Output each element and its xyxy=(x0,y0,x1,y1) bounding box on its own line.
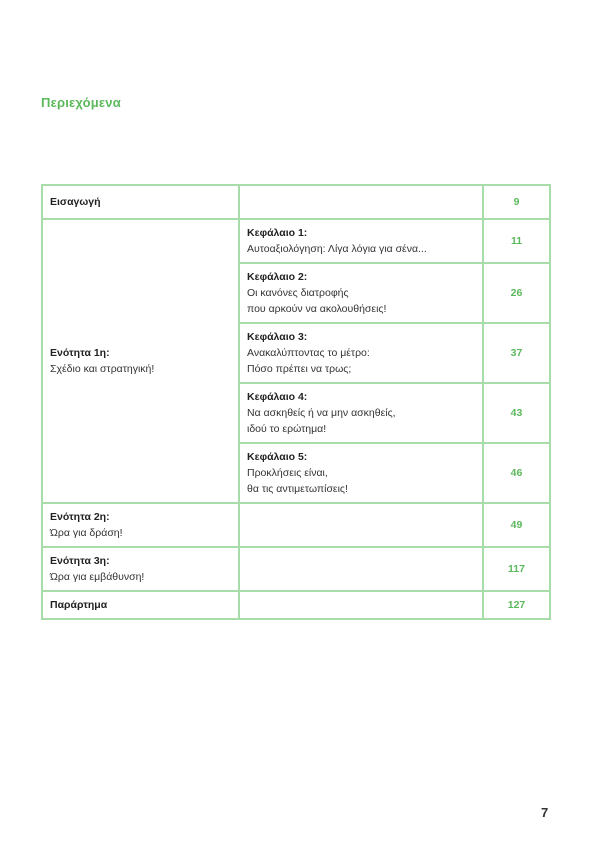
page-heading: Περιεχόμενα xyxy=(41,95,121,110)
unit2-title: Ενότητα 2η: xyxy=(50,511,110,523)
toc-cell-ch1 xyxy=(239,219,483,263)
ch5-subtitle: Προκλήσεις είναι, θα τις αντιμετωπίσεις! xyxy=(247,467,348,495)
unit3-subtitle: Ώρα για εμβάθυνση! xyxy=(50,571,145,583)
unit1-title: Ενότητα 1η: xyxy=(50,347,110,359)
toc-cell-empty xyxy=(239,547,483,591)
toc-cell-ch2 xyxy=(239,263,483,323)
ch3-subtitle: Ανακαλύπτοντας το μέτρο: Πόσο πρέπει να τρως; xyxy=(247,347,370,375)
toc-cell-empty xyxy=(239,185,483,219)
ch4-title: Κεφάλαιο 4: xyxy=(247,391,308,403)
ch5-page: 46 xyxy=(483,443,550,503)
toc-cell-ch5 xyxy=(239,443,483,503)
unit3-title: Ενότητα 3η: xyxy=(50,555,110,567)
unit2-page: 49 xyxy=(483,503,550,547)
ch5-title: Κεφάλαιο 5: xyxy=(247,451,308,463)
toc-row-unit2 xyxy=(42,503,550,547)
appendix-page: 127 xyxy=(483,591,550,619)
toc-cell-intro xyxy=(42,185,239,219)
toc-cell-ch4 xyxy=(239,383,483,443)
toc-row-unit3 xyxy=(42,547,550,591)
toc-cell-appendix xyxy=(42,591,239,619)
contents-table xyxy=(41,184,551,620)
intro-title: Εισαγωγή xyxy=(50,196,101,208)
toc-cell-unit2 xyxy=(42,503,239,547)
page-number: 7 xyxy=(541,805,549,820)
toc-cell-empty xyxy=(239,503,483,547)
toc-row-intro xyxy=(42,185,550,219)
toc-cell-ch3 xyxy=(239,323,483,383)
toc-cell-empty xyxy=(239,591,483,619)
ch3-title: Κεφάλαιο 3: xyxy=(247,331,308,343)
ch2-title: Κεφάλαιο 2: xyxy=(247,271,308,283)
intro-page: 9 xyxy=(483,185,550,219)
ch4-page: 43 xyxy=(483,383,550,443)
unit1-subtitle: Σχέδιο και στρατηγική! xyxy=(50,363,155,375)
toc-cell-unit1 xyxy=(42,219,239,503)
ch3-page: 37 xyxy=(483,323,550,383)
ch2-subtitle: Οι κανόνες διατροφής που αρκούν να ακολουθήσεις! xyxy=(247,287,387,315)
ch1-page: 11 xyxy=(483,219,550,263)
toc-cell-unit3 xyxy=(42,547,239,591)
unit2-subtitle: Ώρα για δράση! xyxy=(50,527,123,539)
appendix-title: Παράρτημα xyxy=(50,599,108,611)
ch2-page: 26 xyxy=(483,263,550,323)
ch1-title: Κεφάλαιο 1: xyxy=(247,227,308,239)
unit3-page: 117 xyxy=(483,547,550,591)
toc-row-ch1 xyxy=(42,219,550,263)
toc-row-appendix xyxy=(42,591,550,619)
ch4-subtitle: Να ασκηθείς ή να μην ασκηθείς, ιδού το ερώτημα! xyxy=(247,407,396,435)
ch1-subtitle: Αυτοαξιολόγηση: Λίγα λόγια για σένα... xyxy=(247,243,427,255)
